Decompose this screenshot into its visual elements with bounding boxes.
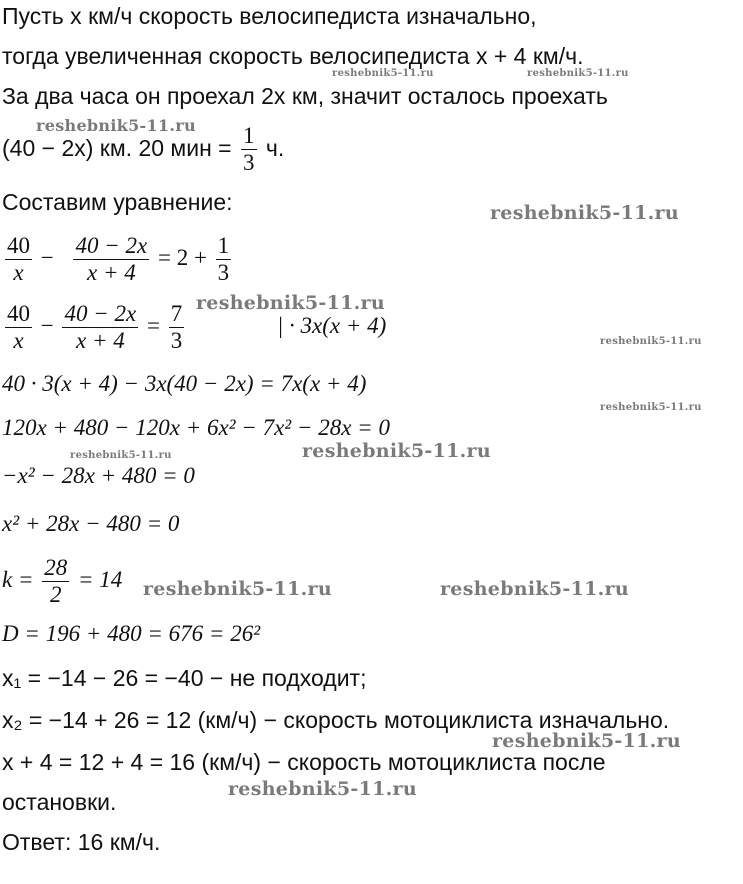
equation-12: остановки. [2,789,117,815]
watermark: reshebnik5-11.ru [302,440,491,462]
watermark: reshebnik5-11.ru [70,450,172,461]
eq2-num-3: 7 [170,301,183,327]
line-1: Пусть x км/ч скорость велосипедиста изначально, [2,3,537,29]
eq2-minus: − [40,313,54,338]
watermark: reshebnik5-11.ru [600,402,702,413]
answer-line: Ответ: 16 км/ч. [2,829,161,855]
eq2-den-2: x + 4 [75,328,125,354]
watermark: reshebnik5-11.ru [492,730,681,752]
eq7-den: 2 [49,582,62,608]
fraction-numerator: 1 [243,123,255,149]
watermark: reshebnik5-11.ru [228,778,417,800]
watermark: reshebnik5-11.ru [527,68,629,79]
equation-10: x₂ = −14 + 26 = 12 (км/ч) − скорость мотоциклиста изначально. [2,707,670,733]
fraction-denominator: 3 [243,150,255,176]
watermark: reshebnik5-11.ru [36,116,196,135]
line-5: Составим уравнение: [2,189,233,215]
eq2-num-2: 40 − 2x [64,301,137,327]
eq2-num-1: 40 [7,301,30,327]
eq2-fraction-2 [62,301,138,354]
eq1-den-2: x + 4 [86,260,136,286]
eq2-equals: = [146,313,160,338]
equation-6: x² + 28x − 480 = 0 [2,511,180,536]
eq1-fraction-1 [5,233,32,286]
eq7-fraction [42,555,69,608]
watermark: reshebnik5-11.ru [143,578,332,600]
eq7-num: 28 [44,555,68,581]
eq2-fraction-1 [5,301,32,354]
eq7-right: = 14 [77,567,123,592]
eq2-multiplier: | · 3x(x + 4) [276,313,387,338]
watermark: reshebnik5-11.ru [440,578,629,600]
line-4-unit: ч. [265,135,285,161]
eq1-num-3: 1 [217,233,230,259]
eq1-num-2: 40 − 2x [75,233,148,259]
eq1-minus: − [40,245,54,270]
watermark: reshebnik5-11.ru [196,292,385,314]
equation-3: 40 · 3(x + 4) − 3x(40 − 2x) = 7x(x + 4) [2,371,367,396]
eq7-left: k = [2,567,34,592]
eq2-den-3: 3 [170,328,183,354]
equation-7 [2,550,122,610]
line-3: За два часа он проехал 2x км, значит осталось проехать [2,83,608,109]
eq2-fraction-3 [169,301,185,354]
eq1-rhs: = 2 + [157,245,207,270]
fraction-one-third [241,123,257,176]
equation-4: 120x + 480 − 120x + 6x² − 7x² − 28x = 0 [2,415,390,440]
equation-9: x₁ = −14 − 26 = −40 − не подходит; [2,665,367,691]
watermark: reshebnik5-11.ru [332,68,434,79]
eq1-num-1: 40 [7,233,30,259]
eq1-den-1: x [13,260,24,286]
watermark: reshebnik5-11.ru [490,202,679,224]
line-2: тогда увеличенная скорость велосипедиста x + 4 км/ч. [2,43,584,69]
equation-8: D = 196 + 480 = 676 = 26² [2,621,261,646]
equation-11: x + 4 = 12 + 4 = 16 (км/ч) − скорость мотоциклиста после [2,749,606,775]
eq2-den-1: x [13,328,24,354]
eq1-den-3: 3 [217,260,230,286]
eq1-fraction-3 [216,233,232,286]
eq1-fraction-2 [73,233,149,286]
equation-5: −x² − 28x + 480 = 0 [2,463,195,488]
line-4-text: (40 − 2x) км. 20 мин = [2,135,232,161]
watermark: reshebnik5-11.ru [600,336,702,347]
equation-1 [2,228,234,288]
